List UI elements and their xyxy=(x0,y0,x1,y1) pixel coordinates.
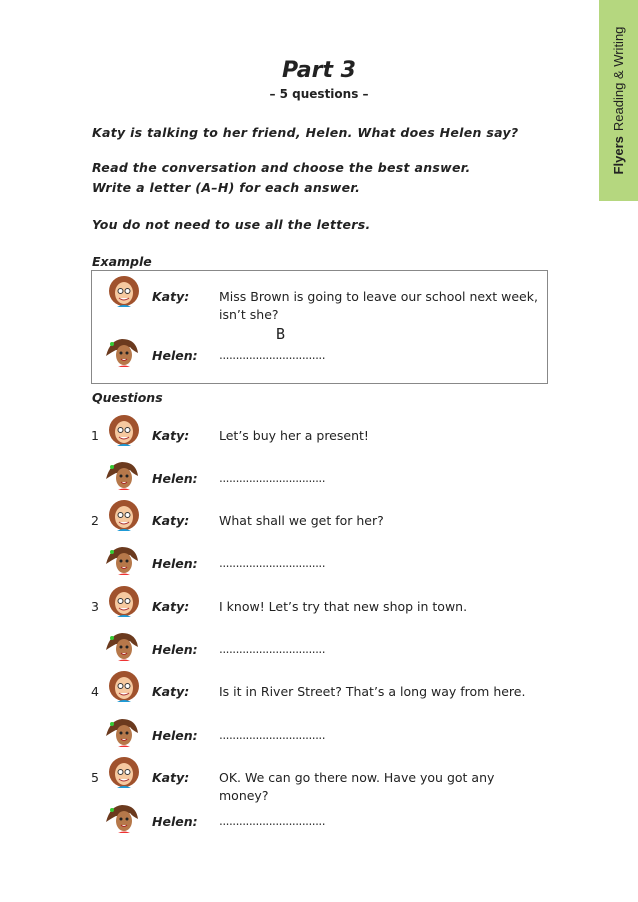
katy-face-icon xyxy=(104,755,144,791)
helen-face-icon xyxy=(102,334,142,370)
speaker-helen: Helen: xyxy=(152,728,198,743)
katy-line: Is it in River Street? That’s a long way from here. xyxy=(219,684,526,699)
question-number: 2 xyxy=(91,513,99,528)
instruction: Katy is talking to her friend, Helen. What does Helen say? xyxy=(92,125,519,140)
katy-line: Miss Brown is going to leave our school next week, isn’t she? xyxy=(219,289,538,322)
answer-blank[interactable]: ................................ xyxy=(219,814,326,828)
katy-face-icon xyxy=(104,274,144,310)
helen-face-icon xyxy=(102,628,142,664)
katy-face-icon xyxy=(104,413,144,449)
katy-line: I know! Let’s try that new shop in town. xyxy=(219,599,468,614)
speaker-katy: Katy: xyxy=(152,513,190,528)
katy-face-icon xyxy=(104,584,144,620)
helen-face-icon xyxy=(102,714,142,750)
katy-face-icon xyxy=(104,498,144,534)
tab-level: Flyers xyxy=(611,136,626,175)
question-number: 5 xyxy=(91,770,99,785)
subtitle: – 5 questions – xyxy=(269,87,369,101)
katy-line: OK. We can go there now. Have you got any money? xyxy=(219,770,495,803)
speaker-katy: Katy: xyxy=(152,428,190,443)
tab-paper: Reading & Writing xyxy=(611,26,626,132)
instruction: Read the conversation and choose the best answer. xyxy=(92,160,471,175)
speaker-helen: Helen: xyxy=(152,471,198,486)
example-heading: Example xyxy=(92,254,152,269)
speaker-katy: Katy: xyxy=(152,684,190,699)
helen-face-icon xyxy=(102,457,142,493)
katy-line: Let’s buy her a present! xyxy=(219,428,369,443)
example-answer: B xyxy=(276,325,286,343)
helen-face-icon xyxy=(102,800,142,836)
instruction: You do not need to use all the letters. xyxy=(92,217,371,232)
answer-blank[interactable]: ................................ xyxy=(219,471,326,485)
speaker-helen: Helen: xyxy=(152,814,198,829)
answer-blank[interactable]: ................................ xyxy=(219,556,326,570)
page-title: Part 3 xyxy=(282,58,356,83)
katy-line: What shall we get for her? xyxy=(219,513,384,528)
speaker-helen: Helen: xyxy=(152,642,198,657)
speaker-helen: Helen: xyxy=(152,556,198,571)
instruction: Write a letter (A–H) for each answer. xyxy=(92,180,361,195)
answer-blank[interactable]: ................................ xyxy=(219,728,326,742)
speaker-katy: Katy: xyxy=(152,599,190,614)
question-number: 3 xyxy=(91,599,99,614)
katy-face-icon xyxy=(104,669,144,705)
speaker-katy: Katy: xyxy=(152,289,190,304)
answer-blank[interactable]: ................................ xyxy=(219,642,326,656)
helen-face-icon xyxy=(102,542,142,578)
speaker-katy: Katy: xyxy=(152,770,190,785)
question-number: 1 xyxy=(91,428,99,443)
speaker-helen: Helen: xyxy=(152,348,198,363)
answer-blank[interactable]: ................................ xyxy=(219,348,326,362)
question-number: 4 xyxy=(91,684,99,699)
questions-heading: Questions xyxy=(92,390,163,405)
